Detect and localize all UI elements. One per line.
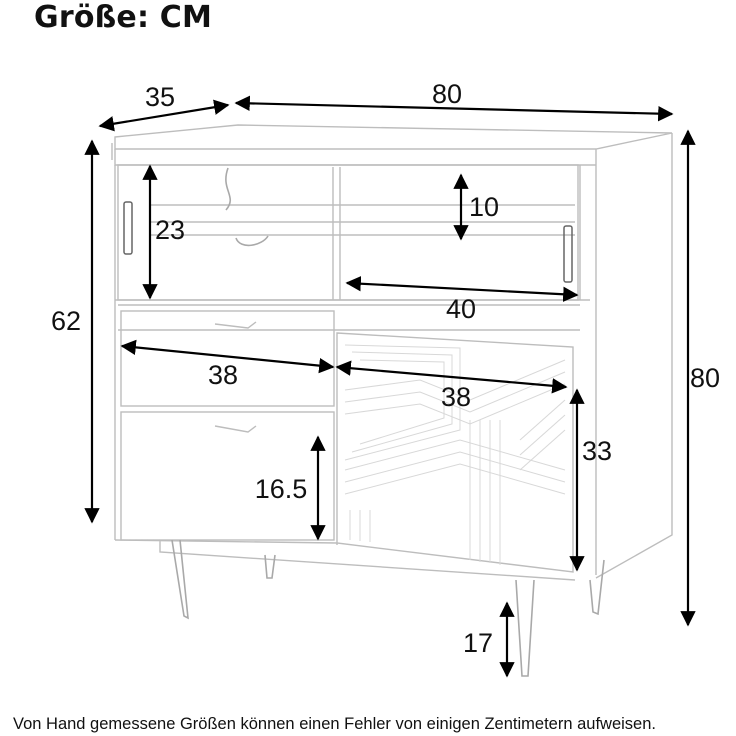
width-label: 80 (431, 79, 463, 109)
glass-shelf (150, 205, 575, 235)
cabinet-top (115, 125, 672, 149)
back-right-leg (590, 560, 604, 614)
compartment-width-label: 40 (445, 294, 477, 324)
drawer-width-label: 38 (207, 360, 239, 390)
upper-compartment (118, 165, 578, 300)
leg-height-label: 17 (462, 628, 494, 658)
upper-compartment-height-label: 23 (154, 215, 186, 245)
body-height-label: 62 (50, 306, 82, 336)
cabinet-side-panel (596, 133, 672, 578)
door-height-label: 33 (581, 436, 613, 466)
measurement-disclaimer: Von Hand gemessene Größen können einen Fehler von einigen Zentimetern aufweisen. (13, 715, 656, 733)
depth-label: 35 (144, 82, 176, 112)
shelf-gap-label: 10 (468, 192, 500, 222)
cabinet-drawing (112, 125, 672, 676)
front-right-leg (516, 580, 534, 676)
front-left-leg (172, 540, 188, 618)
size-title: Größe: CM (34, 0, 213, 35)
dimension-labels (51, 79, 720, 658)
dimension-arrows (92, 103, 688, 676)
back-left-leg (265, 555, 275, 578)
door-width-label: 38 (440, 382, 472, 412)
compartment-divider (333, 167, 340, 300)
drawer-height-label: 16.5 (254, 474, 308, 504)
total-height-label: 80 (689, 363, 721, 393)
left-handle (124, 202, 132, 254)
cable (226, 168, 268, 245)
